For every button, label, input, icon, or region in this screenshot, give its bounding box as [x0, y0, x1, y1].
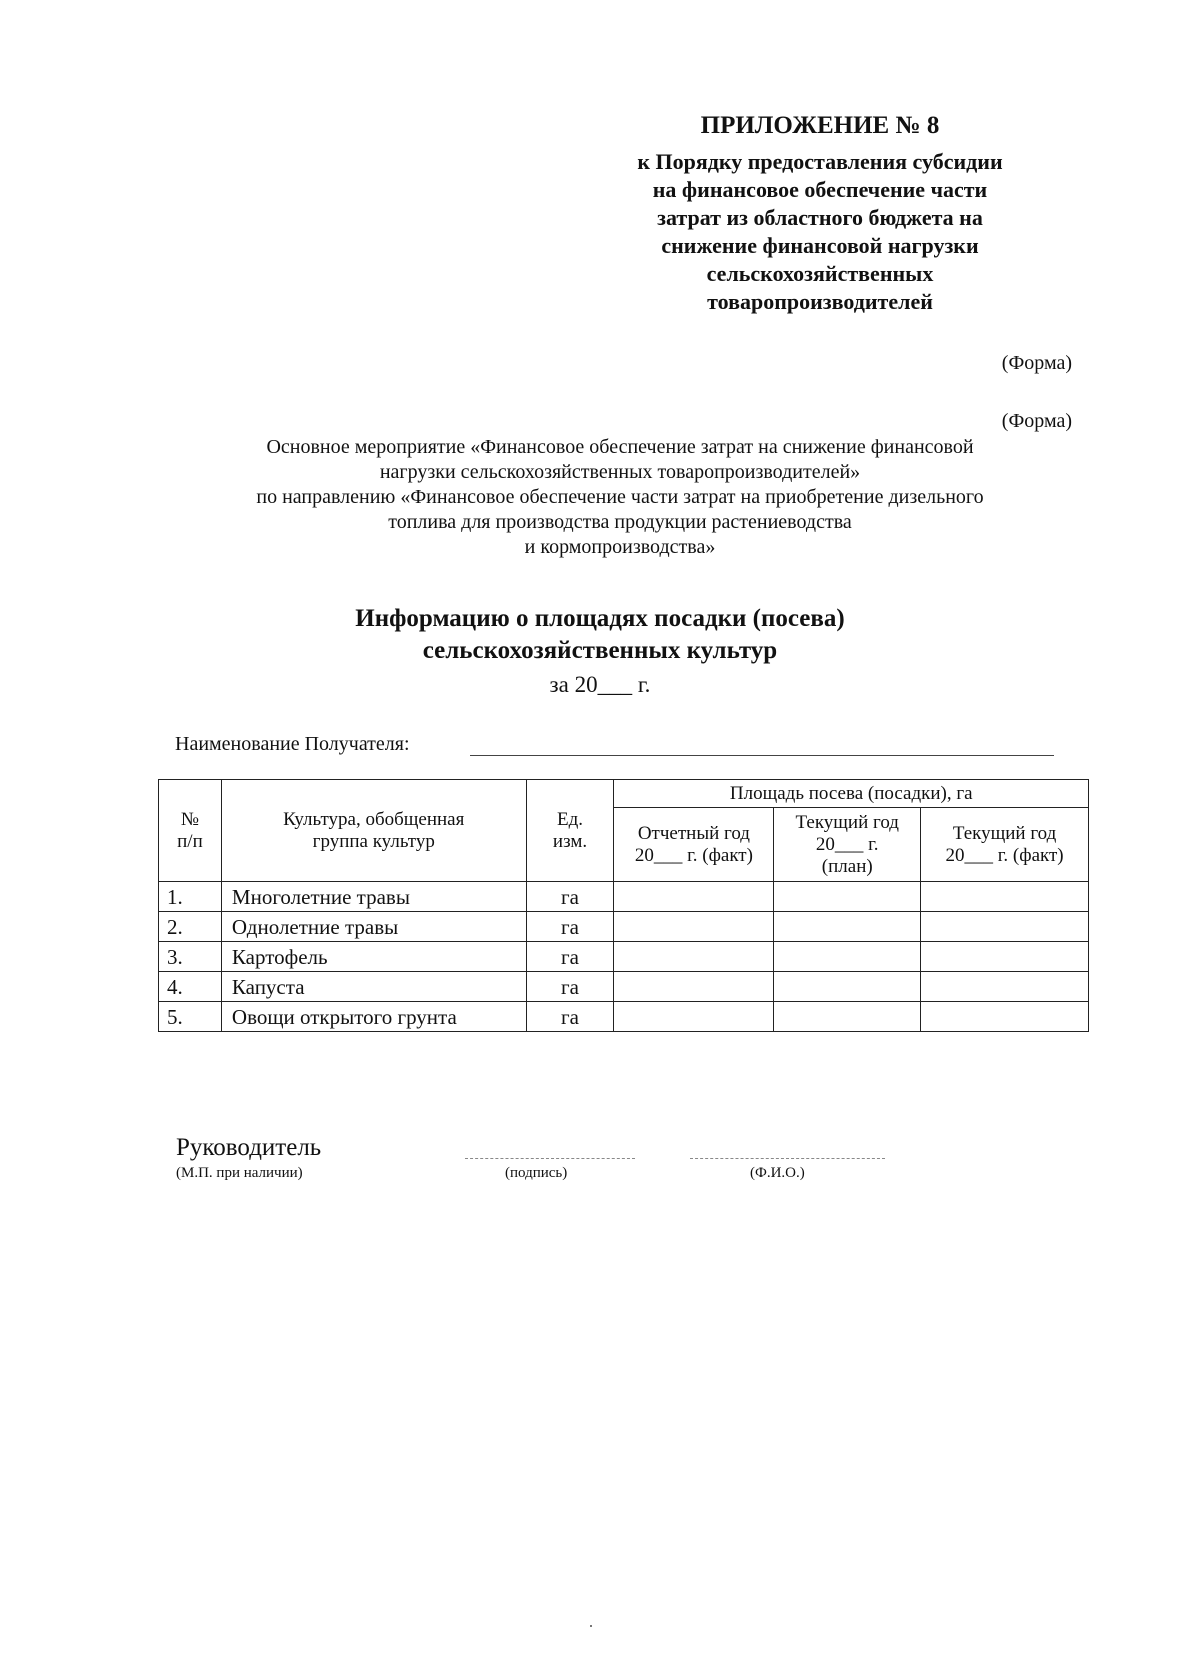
appendix-line: товаропроизводителей	[707, 289, 933, 314]
cell-current-plan[interactable]	[774, 1002, 921, 1032]
signature-line[interactable]	[465, 1158, 635, 1159]
cell-report-year[interactable]	[614, 972, 774, 1002]
appendix-line: затрат из областного бюджета на	[657, 205, 983, 230]
cell-current-plan[interactable]	[774, 972, 921, 1002]
header-area-group: Площадь посева (посадки), га	[614, 780, 1089, 808]
full-name-line[interactable]	[690, 1158, 885, 1159]
appendix-line: на финансовое обеспечение части	[652, 177, 988, 202]
row-unit: га	[526, 972, 614, 1002]
crop-area-table	[158, 779, 1089, 1032]
full-name-note: (Ф.И.О.)	[750, 1165, 805, 1181]
header-culture	[221, 780, 526, 882]
row-culture: Однолетние травы	[221, 912, 526, 942]
header-text: Отчетный год	[637, 822, 750, 844]
header-text: Культура, обобщенная	[283, 808, 465, 830]
form-label: (Форма)	[1001, 410, 1072, 432]
header-current-fact	[921, 808, 1089, 882]
signature-note: (подпись)	[505, 1165, 568, 1181]
cell-current-fact[interactable]	[921, 882, 1089, 912]
table-row	[159, 972, 1089, 1002]
measure-line: топлива для производства продукции растениеводства	[388, 511, 852, 533]
header-text: группа культур	[312, 830, 435, 852]
appendix-line: к Порядку предоставления субсидии	[637, 149, 1003, 174]
measure-line: Основное мероприятие «Финансовое обеспечение затрат на снижение финансовой	[266, 436, 974, 458]
appendix-header	[560, 108, 1080, 316]
header-text: (план)	[821, 855, 873, 877]
cell-current-fact[interactable]	[921, 942, 1089, 972]
info-title	[280, 603, 920, 667]
cell-report-year[interactable]	[614, 882, 774, 912]
row-culture: Многолетние травы	[221, 882, 526, 912]
cell-current-plan[interactable]	[774, 882, 921, 912]
form-label: (Форма)	[1001, 352, 1072, 374]
table-row	[159, 882, 1089, 912]
signature-role: Руководитель	[176, 1134, 322, 1161]
cell-current-plan[interactable]	[774, 912, 921, 942]
row-culture: Овощи открытого грунта	[221, 1002, 526, 1032]
header-text: Текущий год	[795, 811, 899, 833]
row-num: 1.	[159, 882, 222, 912]
measure-description	[160, 435, 1080, 560]
cell-report-year[interactable]	[614, 912, 774, 942]
header-num	[159, 780, 222, 882]
header-current-plan	[774, 808, 921, 882]
cell-report-year[interactable]	[614, 942, 774, 972]
header-text: 20___ г.	[815, 833, 879, 855]
header-text: 20___ г. (факт)	[634, 844, 753, 866]
scan-speck	[590, 1625, 592, 1627]
stamp-note: (М.П. при наличии)	[176, 1165, 303, 1181]
cell-current-fact[interactable]	[921, 972, 1089, 1002]
header-text: изм.	[552, 830, 588, 852]
report-period: за 20___ г.	[549, 672, 651, 697]
header-text: Текущий год	[952, 822, 1057, 844]
row-unit: га	[526, 912, 614, 942]
measure-line: нагрузки сельскохозяйственных товаропроизводителей»	[379, 461, 861, 483]
appendix-title: ПРИЛОЖЕНИЕ № 8	[700, 112, 940, 139]
header-text: п/п	[177, 830, 203, 852]
cell-current-fact[interactable]	[921, 912, 1089, 942]
cell-current-plan[interactable]	[774, 942, 921, 972]
cell-current-fact[interactable]	[921, 1002, 1089, 1032]
row-unit: га	[526, 942, 614, 972]
table-row	[159, 942, 1089, 972]
measure-line: и кормопроизводства»	[524, 536, 716, 558]
measure-line: по направлению «Финансовое обеспечение части затрат на приобретение дизельного	[256, 486, 984, 508]
cell-report-year[interactable]	[614, 1002, 774, 1032]
header-text: Ед.	[557, 808, 584, 830]
header-text: 20___ г. (факт)	[945, 844, 1064, 866]
recipient-input-line[interactable]	[470, 755, 1054, 756]
row-num: 2.	[159, 912, 222, 942]
recipient-label: Наименование Получателя:	[175, 733, 410, 755]
row-culture: Капуста	[221, 972, 526, 1002]
row-num: 5.	[159, 1002, 222, 1032]
info-title-line: Информацию о площадях посадки (посева)	[355, 605, 845, 632]
header-unit	[526, 780, 614, 882]
row-unit: га	[526, 1002, 614, 1032]
header-text: №	[180, 808, 200, 830]
row-culture: Картофель	[221, 942, 526, 972]
row-num: 4.	[159, 972, 222, 1002]
table-row	[159, 1002, 1089, 1032]
info-title-line: сельскохозяйственных культур	[422, 637, 778, 664]
header-report-year	[614, 808, 774, 882]
appendix-line: снижение финансовой нагрузки	[661, 233, 979, 258]
row-num: 3.	[159, 942, 222, 972]
row-unit: га	[526, 882, 614, 912]
appendix-line: сельскохозяйственных	[706, 261, 934, 286]
table-row	[159, 912, 1089, 942]
